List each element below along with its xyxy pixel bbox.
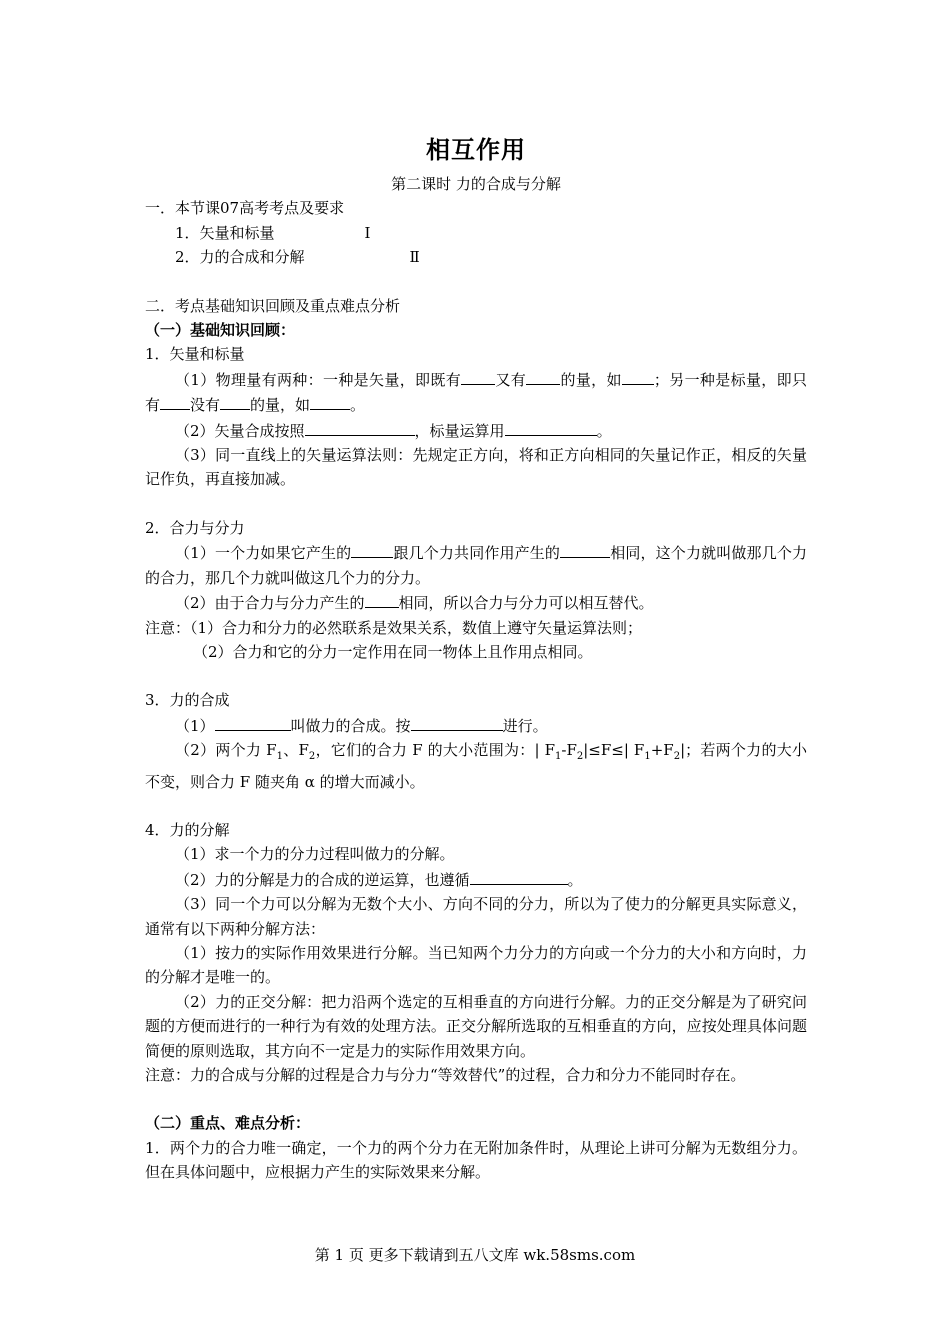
topic4-para3: （3）同一个力可以分解为无数个大小、方向不同的分力，所以为了使力的分解更具实际意义，通常有以下两种分解方法： [145, 895, 807, 938]
topic2-para1: （1）一个力如果它产生的 跟几个力共同作用产生的 相同，这个力就叫做那几个力的合力，那几个力就叫做这几个力的分力。 [145, 540, 807, 590]
topic2-heading: 2．合力与分力 [145, 518, 245, 537]
section2-heading: 二．考点基础知识回顾及重点难点分析 [145, 296, 401, 315]
document-subtitle: 第二课时 力的合成与分解 [391, 175, 561, 193]
topic2-note2: （2）合力和它的分力一定作用在同一物体上且作用点相同。 [193, 642, 593, 661]
topic2-note1: 注意：（1）合力和分力的必然联系是效果关系，数值上遵守矢量运算法则； [145, 618, 643, 637]
topic4-note: 注意：力的合成与分解的过程是合力与分力“等效替代”的过程，合力和分力不能同时存在。 [145, 1066, 746, 1084]
section1-heading: 一．本节课07高考考点及要求 [145, 199, 345, 218]
requirement-item-2: 2．力的合成和分解 Ⅱ [175, 248, 420, 267]
topic1-para2: （2）矢量合成按照 ，标量运算用 。 [145, 418, 807, 443]
topic3-para2: （2）两个力 $F_1$、$F_2$，它们的合力 F 的大小范围为：| $F_1-F_2|\le F\le|$ $F_1+F_2|$；若两个力的大小不变，则合力 F 随夹角 α 的增大而减小。 [145, 741, 807, 791]
topic4-heading: 4．力的分解 [145, 820, 230, 839]
subsection-basic-heading: （一）基础知识回顾： [145, 321, 296, 340]
topic4-para1: （1）求一个力的分力过程叫做力的分解。 [175, 845, 455, 864]
topic1-para1: （1）物理量有两种：一种是矢量，即既有 又有 的量，如 ；另一种是标量，即只有 没有 的量，如 。 [145, 367, 807, 418]
topic4-para2: （2）力的分解是力的合成的逆运算，也遵循 。 [145, 867, 807, 892]
topic4-para5: （2）力的正交分解：把力沿两个选定的互相垂直的方向进行分解。力的正交分解是为了研究问题的方便而进行的一种行为有效的处理方法。正交分解所选取的互相垂直的方向，应按处理具体问题简便的原则选取，其方向不一定是力的实际作用效果方向。 [145, 992, 807, 1060]
topic3-para1: （1） 叫做力的合成。按 进行。 [145, 713, 807, 738]
document-page [145, 130, 807, 1185]
topic3-heading: 3．力的合成 [145, 691, 230, 710]
topic4-para4: （1）按力的实际作用效果进行分解。当已知两个力分力的方向或一个分力的大小和方向时，力的分解才是唯一的。 [145, 943, 807, 987]
topic1-para3: （3）同一直线上的矢量运算法则：先规定正方向，将和正方向相同的矢量记作正，相反的矢量记作负，再直接加减。 [145, 446, 807, 489]
requirement-item-1: 1．矢量和标量 Ⅰ [175, 223, 371, 242]
topic2-para2: （2）由于合力与分力产生的 相同，所以合力与分力可以相互替代。 [145, 590, 807, 615]
document-title: 相互作用 [426, 136, 526, 164]
subsection-keypoints-heading: （二）重点、难点分析： [145, 1114, 311, 1133]
keypoint-1: 1．两个力的合力唯一确定，一个力的两个分力在无附加条件时，从理论上讲可分解为无数组分力。但在具体问题中，应根据力产生的实际效果来分解。 [145, 1138, 807, 1182]
topic1-heading: 1．矢量和标量 [145, 345, 245, 364]
page-footer: 第 1 页 更多下载请到五八文库 wk.58sms.com [314, 1246, 636, 1264]
